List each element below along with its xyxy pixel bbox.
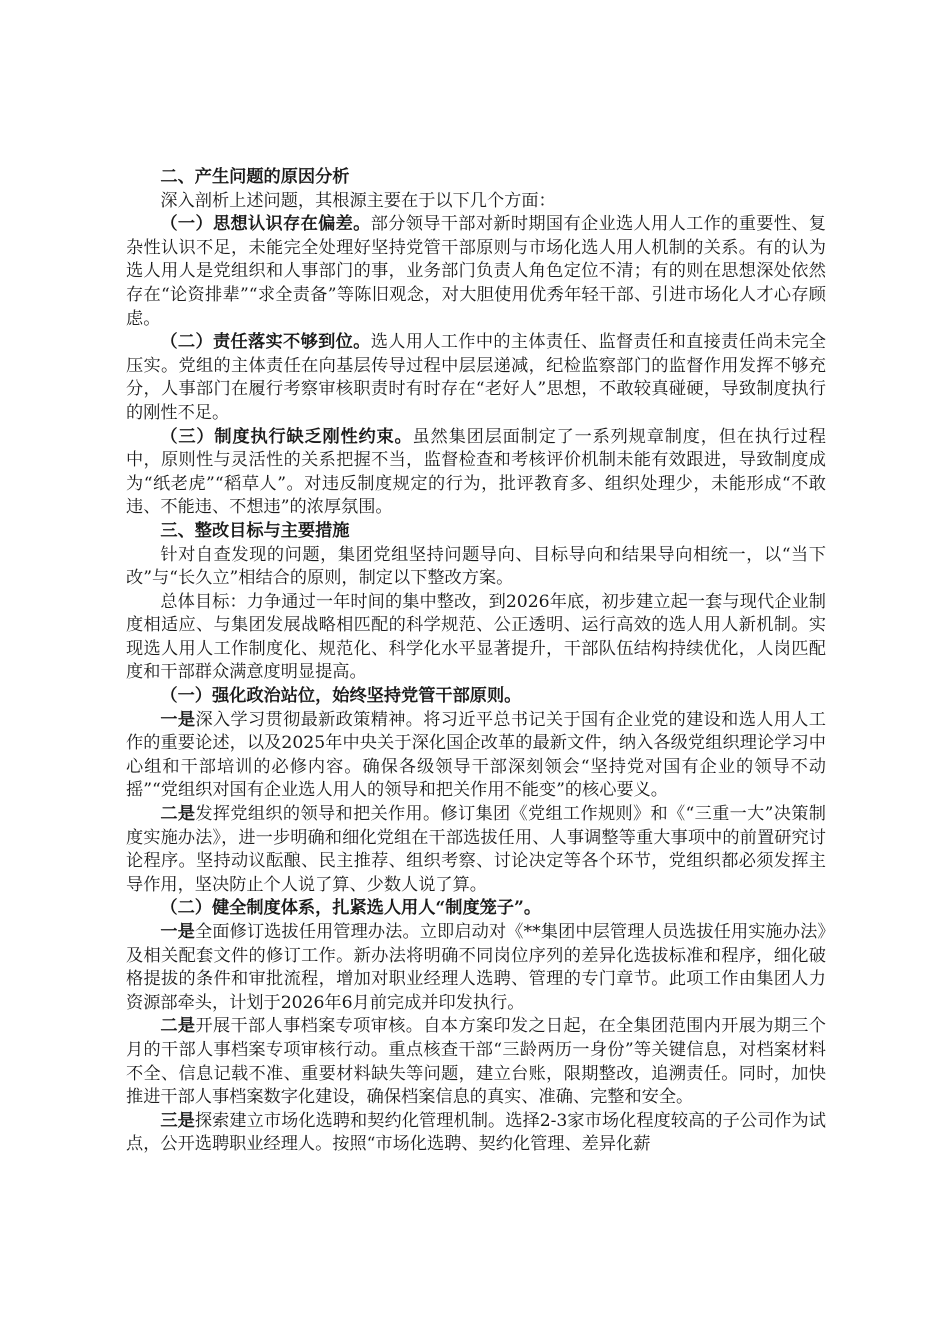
body-paragraph — [126, 426, 826, 520]
paragraph-lead: 一是 — [160, 922, 195, 942]
paragraph-lead: （三）制度执行缺乏刚性约束。 — [160, 426, 413, 447]
paragraph-text: 虽然集团层面制定了一系列规章制度，但在执行过程中，原则性与灵活性的关系把握不当，监督检查和考核评价机制未能有效跟进，导致制度成为“纸老虎”“稻草人”。对违反制度规定的行为，批评教育多、组织处理少，未能形成“不敢违、不能违、不想违”的浓厚氛围。 — [126, 426, 826, 518]
paragraph-text: 探索建立市场化选聘和契约化管理机制。选择2-3家市场化程度较高的子公司作为试点，公开选聘职业经理人。按照“市场化选聘、契约化管理、差异化薪 — [126, 1110, 826, 1155]
body-paragraph — [126, 709, 826, 803]
paragraph-lead: 三是 — [160, 1110, 195, 1131]
body-paragraph — [126, 1015, 826, 1109]
paragraph-text: 选人用人工作中的主体责任、监督责任和直接责任尚未完全压实。党组的主体责任在向基层传导过程中层层递减，纪检监察部门的监督作用发挥不够充分，人事部门在履行考察审核职责时有时存在“老好人”思想，不敢较真碰硬，导致制度执行的刚性不足。 — [126, 332, 826, 423]
paragraph-lead: 二是 — [160, 804, 196, 825]
paragraph-lead: （二）责任落实不够到位。 — [160, 332, 371, 353]
body-paragraph: 总体目标：力争通过一年时间的集中整改，到2026年底，初步建立起一套与现代企业制度相适应、与集团发展战略相匹配的科学规范、公正透明、运行高效的选人用人新机制。实现选人用人工作制度化、规范化、科学化水平显著提升，干部队伍结构持续优化，人岗匹配度和干部群众满意度明显提高。 — [126, 591, 826, 683]
body-paragraph — [126, 1110, 826, 1157]
section-heading: 三、整改目标与主要措施 — [160, 520, 350, 541]
paragraph-lead: 二是 — [160, 1016, 196, 1037]
paragraph-text: 全面修订选拔任用管理办法。立即启动对《**集团中层管理人员选拔任用实施办法》及相关配套文件的修订工作。新办法将明确不同岗位序列的差异化选拔标准和程序，细化破格提拔的条件和审批流程，增加对职业经理人选聘、管理的专门章节。此项工作由集团人力资源部牵头，计划于2026年6月前完成并印发执行。 — [126, 922, 826, 1013]
section-heading: （一）强化政治站位，始终坚持党管干部原则。 — [160, 686, 522, 707]
paragraph-text: 发挥党组织的领导和把关作用。修订集团《党组工作规则》和《“三重一大”决策制度实施办法》，进一步明确和细化党组在干部选拔任用、人事调整等重大事项中的前置研究讨论程序。坚持动议酝酿、民主推荐、组织考察、讨论决定等各个环节，党组织都必须发挥主导作用，坚决防止个人说了算、少数人说了算。 — [126, 804, 826, 895]
body-paragraph — [126, 921, 826, 1015]
paragraph-text: 部分领导干部对新时期国有企业选人用人工作的重要性、复杂性认识不足，未能完全处理好坚持党管干部原则与市场化选人用人机制的关系。有的认为选人用人是党组织和人事部门的事，业务部门负责人角色定位不清；有的则在思想深处依然存在“论资排辈”“求全责备”等陈旧观念，对大胆使用优秀年轻干部、引进市场化人才心存顾虑。 — [126, 214, 826, 329]
paragraph-text: 深入学习贯彻最新政策精神。将习近平总书记关于国有企业党的建设和选人用人工作的重要论述，以及2025年中央关于深化国企改革的最新文件，纳入各级党组织理论学习中心组和干部培训的必修内容。确保各级领导干部深刻领会“坚持党对国有企业的领导不动摇”“党组织对国有企业选人用人的领导和把关作用不能变”的核心要义。 — [126, 709, 826, 801]
body-paragraph — [126, 213, 826, 331]
document-page — [126, 166, 826, 1157]
paragraph-lead: （一）思想认识存在偏差。 — [160, 214, 371, 235]
body-paragraph: 针对自查发现的问题，集团党组坚持问题导向、目标导向和结果导向相统一，以“当下改”与“长久立”相结合的原则，制定以下整改方案。 — [126, 544, 826, 589]
paragraph-lead: 一是 — [160, 709, 196, 730]
paragraph-text: 开展干部人事档案专项审核。自本方案印发之日起，在全集团范围内开展为期三个月的干部人事档案专项审核行动。重点核查干部“三龄两历一身份”等关键信息，对档案材料不全、信息记载不准、重要材料缺失等问题，建立台账，限期整改，追溯责任。同时，加快推进干部人事档案数字化建设，确保档案信息的真实、准确、完整和安全。 — [126, 1016, 826, 1108]
body-paragraph — [126, 803, 826, 897]
body-paragraph: 深入剖析上述问题，其根源主要在于以下几个方面： — [160, 190, 556, 211]
section-heading: 二、产生问题的原因分析 — [160, 167, 350, 187]
body-paragraph — [126, 331, 826, 425]
section-heading: （二）健全制度体系，扎紧选人用人“制度笼子”。 — [160, 898, 542, 919]
